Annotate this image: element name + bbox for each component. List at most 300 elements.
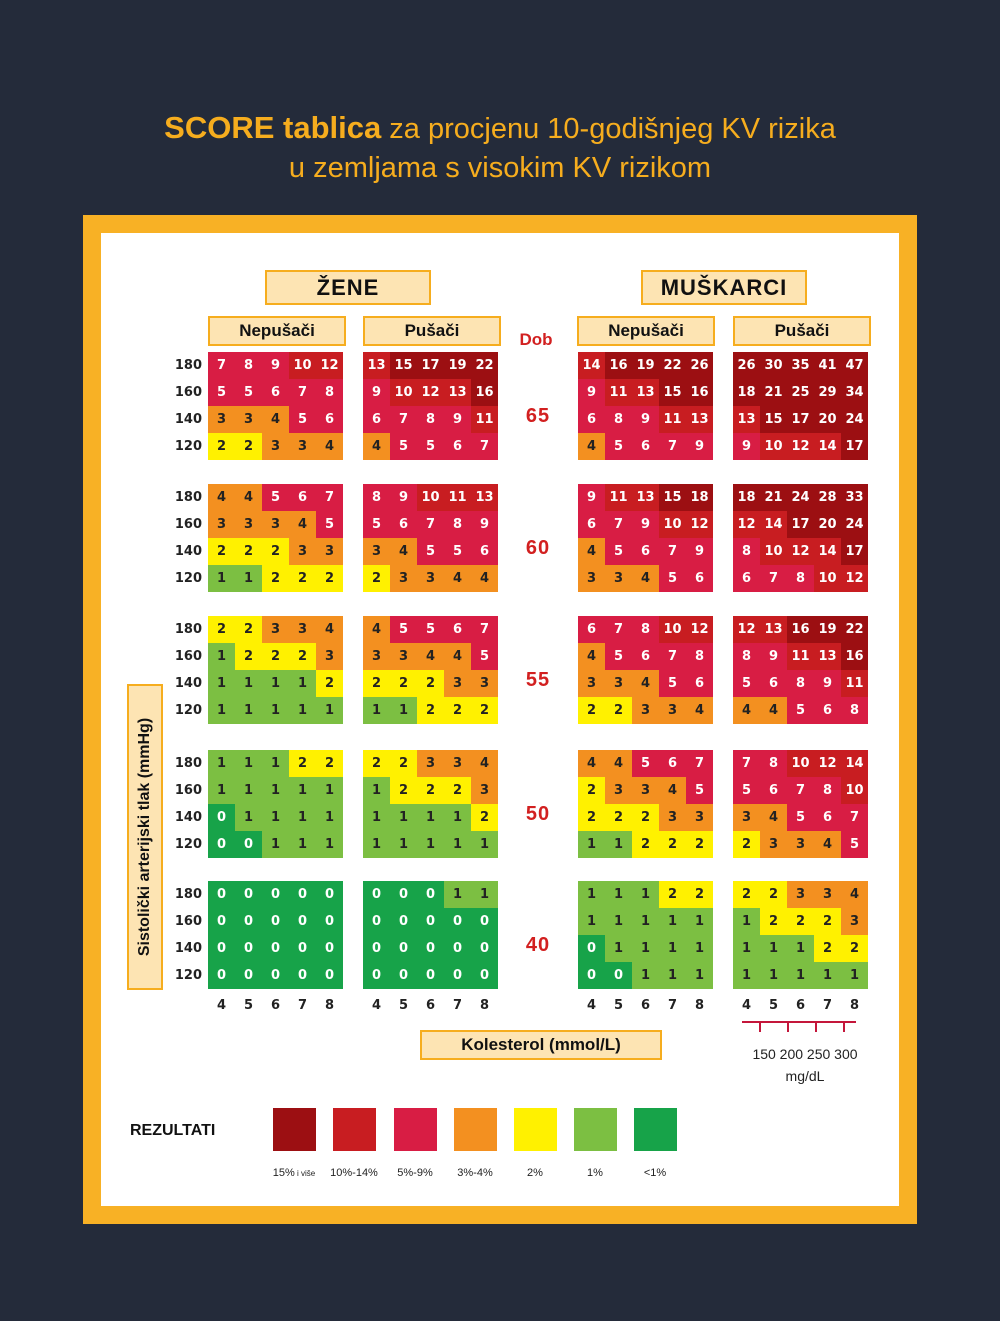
score-cell: 9 [444,406,471,433]
score-cell: 10 [659,616,686,643]
cholesterol-tick-label: 5 [613,998,624,1013]
score-cell: 7 [733,750,760,777]
score-cell: 1 [262,804,289,831]
score-cell: 0 [471,962,498,989]
score-cell: 3 [316,538,343,565]
score-cell: 4 [363,616,390,643]
score-cell: 1 [471,881,498,908]
cholesterol-tick-label: 7 [667,998,678,1013]
sbp-tick-label: 140 [174,412,202,427]
cholesterol-tick-label: 6 [270,998,281,1013]
score-cell: 5 [659,565,686,592]
score-cell: 11 [605,484,632,511]
score-cell: 4 [208,484,235,511]
score-cell: 17 [417,352,444,379]
score-cell: 7 [659,538,686,565]
cholesterol-tick-label: 4 [216,998,227,1013]
score-cell: 0 [208,831,235,858]
score-cell: 2 [235,616,262,643]
score-cell: 24 [841,511,868,538]
score-grid-women-nonsmoker-40 [208,881,343,989]
score-cell: 3 [605,565,632,592]
score-cell: 0 [289,962,316,989]
legend-swatch [273,1108,316,1151]
score-cell: 1 [363,697,390,724]
score-cell: 2 [814,935,841,962]
score-cell: 2 [417,670,444,697]
score-grid-women-nonsmoker-65 [208,352,343,460]
score-cell: 5 [605,643,632,670]
score-grid-women-smoker-55 [363,616,498,724]
score-cell: 1 [262,750,289,777]
score-cell: 8 [787,670,814,697]
score-grid-women-nonsmoker-50 [208,750,343,858]
score-cell: 0 [390,881,417,908]
score-cell: 1 [316,804,343,831]
score-cell: 1 [289,804,316,831]
score-cell: 6 [444,616,471,643]
score-cell: 8 [363,484,390,511]
score-cell: 1 [814,962,841,989]
score-cell: 30 [760,352,787,379]
score-cell: 6 [289,484,316,511]
age-value: 40 [525,934,551,956]
score-cell: 0 [363,962,390,989]
score-cell: 12 [686,511,713,538]
score-cell: 0 [316,935,343,962]
score-cell: 2 [841,935,868,962]
score-cell: 1 [605,881,632,908]
score-cell: 4 [262,406,289,433]
sbp-tick-label: 140 [174,810,202,825]
score-cell: 5 [289,406,316,433]
score-grid-men-nonsmoker-55 [578,616,713,724]
score-cell: 1 [289,777,316,804]
score-cell: 0 [390,935,417,962]
score-cell: 20 [814,511,841,538]
score-cell: 6 [578,406,605,433]
score-cell: 1 [632,962,659,989]
score-grid-men-nonsmoker-65 [578,352,713,460]
score-cell: 1 [444,881,471,908]
score-cell: 15 [659,484,686,511]
score-cell: 5 [417,616,444,643]
score-cell: 5 [417,433,444,460]
score-cell: 1 [363,777,390,804]
score-cell: 3 [787,881,814,908]
score-cell: 3 [235,406,262,433]
score-cell: 3 [289,616,316,643]
sbp-tick-label: 180 [174,358,202,373]
score-cell: 8 [417,406,444,433]
score-cell: 1 [208,777,235,804]
score-cell: 4 [686,697,713,724]
score-cell: 5 [632,750,659,777]
score-cell: 1 [417,831,444,858]
score-cell: 2 [444,777,471,804]
score-cell: 2 [262,565,289,592]
score-cell: 3 [208,511,235,538]
score-grid-men-smoker-50 [733,750,868,858]
score-cell: 3 [316,643,343,670]
score-cell: 8 [316,379,343,406]
score-cell: 10 [841,777,868,804]
score-cell: 2 [578,697,605,724]
cholesterol-tick-label: 6 [795,998,806,1013]
score-grid-women-smoker-40 [363,881,498,989]
score-cell: 3 [363,538,390,565]
header-women-nonsmoker: Nepušači [208,316,346,346]
score-cell: 2 [605,804,632,831]
score-cell: 5 [686,777,713,804]
score-cell: 9 [760,643,787,670]
score-cell: 0 [208,881,235,908]
score-cell: 1 [632,908,659,935]
score-cell: 0 [262,881,289,908]
score-cell: 1 [289,697,316,724]
legend-swatch [514,1108,557,1151]
score-cell: 8 [760,750,787,777]
score-cell: 0 [417,935,444,962]
score-cell: 11 [659,406,686,433]
score-cell: 14 [578,352,605,379]
score-cell: 6 [760,670,787,697]
score-cell: 5 [417,538,444,565]
score-cell: 4 [814,831,841,858]
score-cell: 3 [659,697,686,724]
score-cell: 1 [444,804,471,831]
mgdl-unit: mg/dL [785,1068,825,1084]
score-grid-men-nonsmoker-60 [578,484,713,592]
score-cell: 16 [686,379,713,406]
score-cell: 47 [841,352,868,379]
score-cell: 10 [760,433,787,460]
legend-swatch [574,1108,617,1151]
score-cell: 5 [363,511,390,538]
score-cell: 4 [659,777,686,804]
score-cell: 2 [417,777,444,804]
page-title [0,108,1000,188]
cholesterol-tick-label: 5 [243,998,254,1013]
score-cell: 20 [814,406,841,433]
score-cell: 11 [841,670,868,697]
score-cell: 0 [208,908,235,935]
score-cell: 0 [363,908,390,935]
score-cell: 0 [208,935,235,962]
score-cell: 11 [605,379,632,406]
score-cell: 3 [262,433,289,460]
score-cell: 3 [733,804,760,831]
score-cell: 3 [787,831,814,858]
score-cell: 13 [632,484,659,511]
score-cell: 3 [262,616,289,643]
score-cell: 14 [841,750,868,777]
score-cell: 2 [733,881,760,908]
score-cell: 16 [471,379,498,406]
score-cell: 2 [208,433,235,460]
score-cell: 6 [659,750,686,777]
cholesterol-tick-label: 7 [822,998,833,1013]
age-value: 55 [525,669,551,691]
score-cell: 5 [390,433,417,460]
header-muskarci: MUŠKARCI [641,270,807,305]
score-cell: 7 [841,804,868,831]
score-cell: 8 [733,643,760,670]
score-cell: 2 [262,643,289,670]
score-cell: 0 [471,908,498,935]
score-cell: 1 [262,777,289,804]
score-cell: 3 [632,697,659,724]
score-cell: 4 [444,643,471,670]
score-grid-men-smoker-55 [733,616,868,724]
score-cell: 2 [289,643,316,670]
cholesterol-tick-label: 6 [425,998,436,1013]
score-cell: 0 [316,962,343,989]
cholesterol-tick-label: 7 [452,998,463,1013]
score-cell: 10 [417,484,444,511]
cholesterol-tick-label: 7 [297,998,308,1013]
score-cell: 7 [787,777,814,804]
score-grid-women-smoker-65 [363,352,498,460]
score-cell: 6 [686,565,713,592]
sbp-tick-label: 160 [174,914,202,929]
sbp-tick-label: 120 [174,571,202,586]
cholesterol-tick-label: 8 [324,998,335,1013]
score-cell: 13 [363,352,390,379]
score-cell: 2 [235,433,262,460]
score-cell: 1 [578,831,605,858]
score-cell: 8 [733,538,760,565]
legend-swatch [634,1108,677,1151]
score-grid-men-nonsmoker-40 [578,881,713,989]
score-cell: 1 [235,804,262,831]
score-cell: 0 [417,908,444,935]
score-cell: 1 [733,962,760,989]
score-cell: 22 [471,352,498,379]
cholesterol-tick-label: 4 [371,998,382,1013]
score-cell: 22 [841,616,868,643]
score-cell: 8 [841,697,868,724]
score-cell: 18 [733,484,760,511]
score-cell: 12 [841,565,868,592]
score-cell: 2 [289,565,316,592]
score-cell: 1 [444,831,471,858]
header-zene: ŽENE [265,270,431,305]
score-cell: 15 [390,352,417,379]
score-cell: 5 [316,511,343,538]
score-cell: 2 [390,670,417,697]
score-cell: 7 [686,750,713,777]
score-cell: 12 [733,616,760,643]
score-cell: 1 [841,962,868,989]
score-grid-men-smoker-60 [733,484,868,592]
score-cell: 12 [814,750,841,777]
score-grid-men-smoker-40 [733,881,868,989]
score-cell: 3 [235,511,262,538]
score-cell: 4 [632,670,659,697]
score-cell: 5 [605,433,632,460]
score-cell: 6 [390,511,417,538]
score-cell: 3 [659,804,686,831]
score-cell: 5 [208,379,235,406]
score-cell: 8 [814,777,841,804]
score-cell: 0 [262,908,289,935]
score-cell: 4 [316,433,343,460]
score-cell: 6 [632,538,659,565]
legend-label: 3%-4% [457,1167,493,1179]
y-axis-label: Sistolički arterijski tlak (mmHg) [136,717,153,957]
score-cell: 5 [390,616,417,643]
score-cell: 4 [760,804,787,831]
score-cell: 2 [363,565,390,592]
score-cell: 2 [363,670,390,697]
score-cell: 9 [390,484,417,511]
score-cell: 0 [235,935,262,962]
score-cell: 11 [787,643,814,670]
score-cell: 6 [814,697,841,724]
sbp-tick-label: 160 [174,385,202,400]
score-cell: 1 [787,962,814,989]
score-cell: 3 [605,670,632,697]
sbp-tick-label: 160 [174,517,202,532]
sbp-tick-label: 140 [174,676,202,691]
score-cell: 0 [444,935,471,962]
score-cell: 10 [814,565,841,592]
title-line2: u zemljama s visokim KV rizikom [288,152,712,184]
score-cell: 14 [814,538,841,565]
score-cell: 2 [390,750,417,777]
cholesterol-tick-label: 6 [640,998,651,1013]
score-cell: 2 [659,881,686,908]
score-cell: 1 [733,935,760,962]
score-cell: 0 [471,935,498,962]
score-cell: 7 [605,511,632,538]
score-cell: 2 [417,697,444,724]
score-cell: 2 [814,908,841,935]
score-cell: 2 [760,881,787,908]
score-cell: 9 [686,433,713,460]
score-cell: 1 [363,831,390,858]
score-cell: 4 [760,697,787,724]
score-cell: 13 [632,379,659,406]
score-cell: 2 [471,697,498,724]
score-cell: 0 [316,908,343,935]
sbp-tick-label: 180 [174,622,202,637]
score-cell: 3 [814,881,841,908]
score-cell: 9 [471,511,498,538]
score-cell: 3 [208,406,235,433]
score-cell: 6 [632,433,659,460]
score-cell: 2 [686,831,713,858]
score-cell: 21 [760,379,787,406]
score-cell: 7 [471,433,498,460]
sbp-tick-label: 140 [174,544,202,559]
score-cell: 3 [363,643,390,670]
score-cell: 5 [733,777,760,804]
score-cell: 17 [787,406,814,433]
cholesterol-tick-label: 4 [586,998,597,1013]
score-cell: 1 [659,962,686,989]
score-cell: 3 [632,777,659,804]
score-cell: 1 [235,670,262,697]
score-cell: 2 [578,804,605,831]
score-cell: 2 [363,750,390,777]
cholesterol-tick-label: 5 [398,998,409,1013]
score-cell: 1 [208,750,235,777]
score-cell: 1 [605,935,632,962]
score-cell: 9 [578,379,605,406]
legend-swatch [333,1108,376,1151]
score-cell: 4 [471,565,498,592]
x-axis-label: Kolesterol (mmol/L) [420,1030,662,1060]
score-cell: 2 [262,538,289,565]
score-cell: 0 [289,908,316,935]
score-cell: 3 [262,511,289,538]
score-cell: 1 [262,831,289,858]
legend-label: <1% [643,1167,667,1179]
score-cell: 1 [208,670,235,697]
age-value: 60 [525,537,551,559]
score-cell: 0 [578,935,605,962]
score-cell: 0 [208,962,235,989]
sbp-tick-label: 180 [174,887,202,902]
score-cell: 6 [578,511,605,538]
score-cell: 19 [444,352,471,379]
legend-label: 1% [587,1167,603,1179]
score-cell: 1 [578,881,605,908]
score-cell: 13 [471,484,498,511]
score-cell: 3 [444,670,471,697]
sbp-tick-label: 140 [174,941,202,956]
score-cell: 4 [733,697,760,724]
cholesterol-tick-label: 8 [479,998,490,1013]
score-cell: 6 [733,565,760,592]
score-cell: 10 [390,379,417,406]
score-cell: 4 [605,750,632,777]
legend-label: 10%-14% [330,1167,378,1179]
cholesterol-tick-label: 4 [741,998,752,1013]
score-cell: 21 [760,484,787,511]
score-cell: 0 [578,962,605,989]
score-cell: 1 [659,908,686,935]
score-cell: 0 [235,962,262,989]
score-cell: 6 [632,643,659,670]
score-cell: 4 [578,750,605,777]
cholesterol-tick-label: 5 [768,998,779,1013]
score-cell: 1 [605,831,632,858]
score-cell: 4 [417,643,444,670]
age-label: Dob [519,330,553,349]
score-cell: 9 [632,406,659,433]
score-cell: 11 [444,484,471,511]
score-cell: 2 [760,908,787,935]
score-cell: 1 [289,831,316,858]
score-cell: 0 [444,962,471,989]
score-cell: 1 [262,697,289,724]
score-cell: 3 [578,565,605,592]
score-cell: 6 [262,379,289,406]
score-grid-men-nonsmoker-50 [578,750,713,858]
score-cell: 2 [289,750,316,777]
sbp-tick-label: 120 [174,837,202,852]
score-cell: 1 [235,777,262,804]
score-cell: 0 [235,908,262,935]
score-cell: 4 [841,881,868,908]
score-cell: 5 [659,670,686,697]
score-cell: 18 [686,484,713,511]
score-cell: 0 [605,962,632,989]
score-cell: 0 [208,804,235,831]
